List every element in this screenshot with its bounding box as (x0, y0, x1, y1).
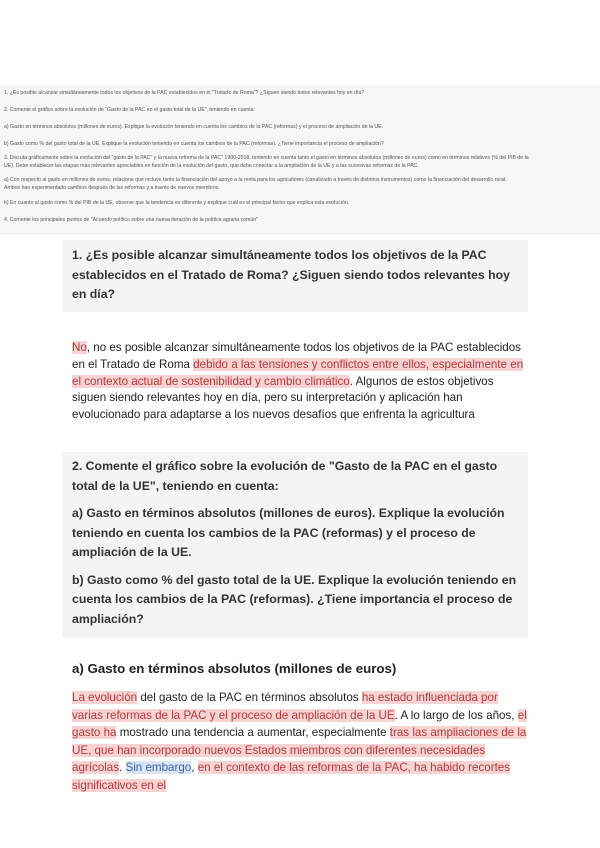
answer-text: . (119, 761, 126, 775)
highlight: La evolución (72, 691, 138, 704)
instruction-line: 1. ¿Es posible alcanzar simultáneamente todos los objetivos de la PAC establecidos en el "Tratado de Roma"? ¿Siguen siendo todos relevantes hoy en día? (4, 90, 365, 96)
question-2b: b) Gasto como % del gasto total de la UE. Explique la evolución teniendo en cuenta los cambios de la PAC (reformas). ¿Tiene importancia el proceso de ampliación? (72, 572, 517, 626)
highlight: tras las ampliaciones de la UE, que han incorporado nuevos Estados miembros con diferentes necesidades agrícolas (72, 726, 527, 775)
question-2a: a) Gasto en términos absolutos (millones de euros). Explique la evolución teniendo en cuenta los cambios de la PAC (reformas) y el proceso de ampliación de la UE. (72, 506, 505, 559)
answer-text: , no es posible alcanzar simultáneamente todos los objetivos de la PAC establecidos en el Tratado de Roma (72, 341, 521, 371)
question-1-block (62, 240, 528, 312)
instruction-line: Ambos han experimentado cambios después de las reformas y a través de nuevos miembros. (4, 185, 220, 191)
highlight: No (72, 341, 87, 354)
instruction-line: a) Gasto en términos absolutos (millones de euros). Explique la evolución teniendo en cuenta los cambios de la PAC (reformas) y el proceso de ampliación de la UE. (4, 124, 384, 130)
instruction-line: UE). Debe establecer las etapas más relevantes apreciables en función de la evolución del gasto, que debe conectar a la ampliación de la UE y a las sucesivas reformas de la PAC. (4, 163, 419, 169)
answer-2a-paragraph (72, 689, 528, 795)
subheading-a: a) Gasto en términos absolutos (millones de euros) (72, 661, 397, 676)
instruction-line: b) Gasto como % del gasto total de la UE. Explique la evolución teniendo en cuenta los cambios de la PAC (reformas). ¿Tiene importancia el proceso de ampliación? (4, 141, 384, 147)
instructions-box (0, 85, 600, 234)
answer-text: . A lo largo de los años, (394, 708, 518, 722)
instruction-line: a) Con respecto al gasto en millones de euros, relacione qué incluye tanto la financiación del apoyo a la renta para los agricultores (canalizado a través de distintos instrumentos) como la financiación del desarrollo rural. (4, 177, 507, 183)
instruction-line: 3. Discuta gráficamente sobre la evolución del "gasto de la PAC" y la nueva reforma de la PAC" 1980-2018, teniendo en cuenta tanto el gasto en términos absolutos (millones de euros) como en términos relativos (% del PIB de la (4, 155, 529, 161)
highlight: debido a las tensiones y conflictos entre ellos, especialmente en el contexto actual de sostenibilidad y cambio climático (72, 357, 524, 388)
highlight: el gasto ha (72, 708, 527, 740)
answer-text: mostrado una tendencia a aumentar, especialmente (116, 726, 390, 740)
highlight-blue: Sin embargo (125, 761, 192, 775)
question-1-text: 1. ¿Es posible alcanzar simultáneamente todos los objetivos de la PAC establecidos en el Tratado de Roma? ¿Siguen siendo todos relevantes hoy en día? (72, 248, 511, 301)
answer-1-paragraph (72, 340, 528, 424)
highlight: en el contexto de las reformas de la PAC, ha habido recortes significativos en el (72, 761, 511, 792)
instruction-line: b) En cuanto al gasto como % del PIB de la UE, observe que la tendencia es diferente y explique cuál es el principal factor que explica esta evolución. (4, 200, 350, 206)
answer-text: . Algunos de estos objetivos siguen siendo relevantes hoy en día, pero su interpretación y aplicación han evolucionado para adaptarse a los nuevos desafíos que enfrenta la agricultura (72, 374, 494, 422)
question-2-block (62, 452, 528, 638)
answer-text: del gasto de la PAC en términos absolutos (137, 691, 362, 704)
question-2-intro: 2. Comente el gráfico sobre la evolución de "Gasto de la PAC en el gasto total de la UE", teniendo en cuenta: (72, 459, 498, 493)
highlight: ha estado influenciada por varias reformas de la PAC y el proceso de ampliación de la UE (72, 691, 498, 722)
answer-text: , (191, 761, 198, 775)
instruction-line: 2. Comente el gráfico sobre la evolución de "Gasto de la PAC en el gasto total de la UE", teniendo en cuenta: (4, 107, 256, 113)
instruction-line: 4. Comente los principales puntos de "Acuerdo político sobre una nueva iteración de la política agraria común" (4, 217, 258, 223)
